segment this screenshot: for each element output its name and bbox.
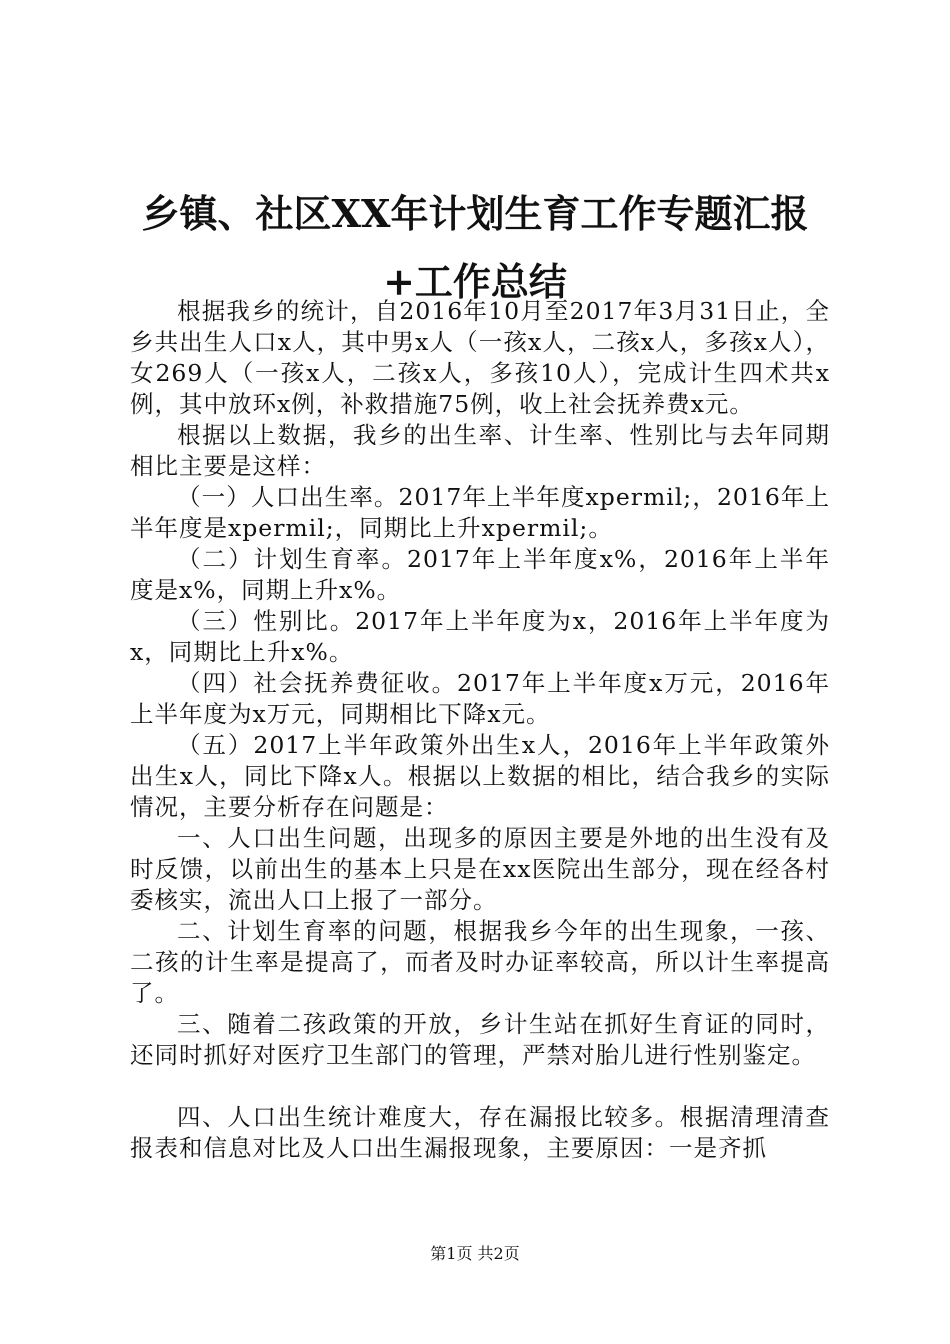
paragraph-out-of-policy: （五）2017上半年政策外出生x人，2016年上半年政策外出生x人，同比下降x人。根据以上数据的相比，结合我乡的实际情况，主要分析存在问题是： (130, 731, 830, 821)
paragraph-sex-ratio: （三）性别比。2017年上半年度为x，2016年上半年度为x，同期比上升x%。 (130, 607, 830, 666)
paragraph-issue-one: 一、人口出生问题，出现多的原因主要是外地的出生没有及时反馈，以前出生的基本上只是在xx医院出生部分，现在经各村委核实，流出人口上报了一部分。 (130, 824, 830, 914)
document-body (130, 296, 830, 1164)
paragraph-planning-rate: （二）计划生育率。2017年上半年度x%，2016年上半年度是x%，同期上升x%。 (130, 545, 830, 604)
paragraph-birth-rate: （一）人口出生率。2017年上半年度xpermil;，2016年上半年度是xpermil;，同期比上升xpermil;。 (130, 483, 830, 542)
paragraph-issue-three: 三、随着二孩政策的开放，乡计生站在抓好生育证的同时，还同时抓好对医疗卫生部门的管理，严禁对胎儿进行性别鉴定。 (130, 1010, 830, 1069)
paragraph-statistics: 根据我乡的统计，自2016年10月至2017年3月31日止，全乡共出生人口x人，其中男x人（一孩x人，二孩x人，多孩x人），女269人（一孩x人，二孩x人，多孩10人），完成计生四术共x例，其中放环x例，补救措施75例，收上社会抚养费x元。 (130, 297, 830, 418)
document-title: 乡镇、社区XX年计划生育工作专题汇报+工作总结 (141, 191, 809, 304)
paragraph-issue-four: 四、人口出生统计难度大，存在漏报比较多。根据清理清查报表和信息对比及人口出生漏报现象，主要原因：一是齐抓 (130, 1103, 830, 1162)
page-number-footer: 第1页 共2页 (430, 1244, 520, 1263)
paragraph-issue-two: 二、计划生育率的问题，根据我乡今年的出生现象，一孩、二孩的计生率是提高了，而者及时办证率较高，所以计生率提高了。 (130, 917, 830, 1007)
paragraph-social-fee: （四）社会抚养费征收。2017年上半年度x万元，2016年上半年度为x万元，同期相比下降x元。 (130, 669, 830, 728)
paragraph-comparison-intro: 根据以上数据，我乡的出生率、计生率、性别比与去年同期相比主要是这样： (130, 421, 830, 480)
